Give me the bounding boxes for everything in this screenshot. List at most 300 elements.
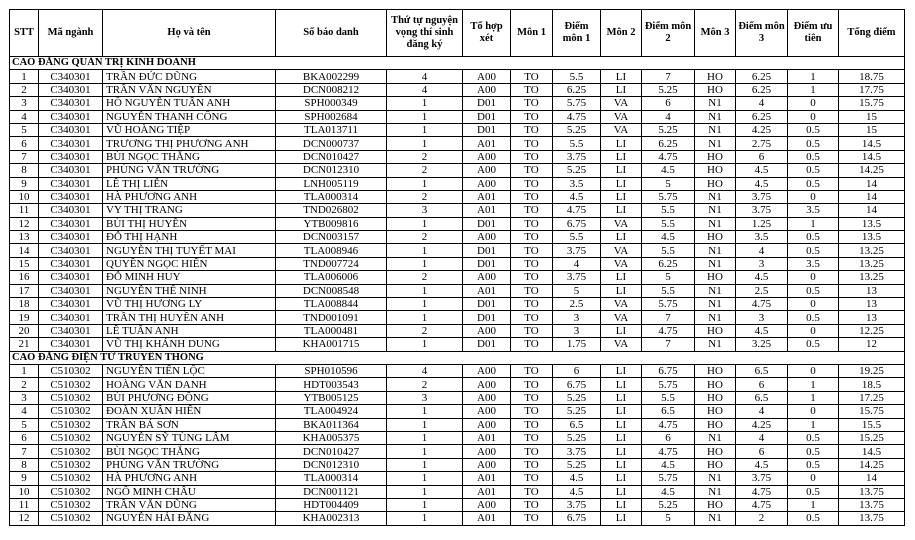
cell-subject-1: TO bbox=[511, 137, 553, 150]
cell-full-name: PHÙNG VĂN TRƯỜNG bbox=[103, 458, 276, 471]
table-row bbox=[10, 177, 905, 190]
cell-preference-order: 4 bbox=[387, 83, 463, 96]
cell-full-name: HOÀNG VĂN DANH bbox=[103, 378, 276, 391]
cell-subject-3: N1 bbox=[695, 472, 736, 485]
table-row bbox=[10, 458, 905, 471]
cell-subject-group: A00 bbox=[463, 231, 511, 244]
cell-full-name: TRẦN VĂN DŨNG bbox=[103, 498, 276, 511]
cell-score-2: 7 bbox=[642, 311, 695, 324]
cell-major-code: C340301 bbox=[39, 164, 103, 177]
cell-total-score: 14.25 bbox=[839, 458, 905, 471]
cell-total-score: 14 bbox=[839, 177, 905, 190]
cell-subject-1: TO bbox=[511, 458, 553, 471]
cell-candidate-number: TLA004924 bbox=[276, 405, 387, 418]
cell-score-3: 4.25 bbox=[736, 123, 788, 136]
cell-priority-score: 1 bbox=[788, 83, 839, 96]
cell-preference-order: 1 bbox=[387, 217, 463, 230]
cell-subject-3: N1 bbox=[695, 311, 736, 324]
cell-score-1: 3 bbox=[553, 311, 601, 324]
cell-total-score: 13.5 bbox=[839, 217, 905, 230]
cell-full-name: ĐỖ MINH HUY bbox=[103, 271, 276, 284]
cell-subject-1: TO bbox=[511, 472, 553, 485]
cell-score-2: 4.75 bbox=[642, 150, 695, 163]
cell-preference-order: 1 bbox=[387, 97, 463, 110]
cell-score-2: 4.75 bbox=[642, 418, 695, 431]
cell-priority-score: 0.5 bbox=[788, 311, 839, 324]
cell-stt: 9 bbox=[10, 472, 39, 485]
cell-stt: 3 bbox=[10, 391, 39, 404]
cell-full-name: NGUYỄN HẢI ĐĂNG bbox=[103, 512, 276, 525]
cell-score-3: 3.5 bbox=[736, 231, 788, 244]
cell-subject-3: N1 bbox=[695, 244, 736, 257]
cell-subject-1: TO bbox=[511, 110, 553, 123]
cell-stt: 4 bbox=[10, 110, 39, 123]
cell-score-3: 6.5 bbox=[736, 364, 788, 377]
cell-candidate-number: DCN012310 bbox=[276, 164, 387, 177]
cell-subject-3: HO bbox=[695, 405, 736, 418]
cell-score-2: 5.5 bbox=[642, 217, 695, 230]
cell-full-name: TRẦN VĂN NGUYÊN bbox=[103, 83, 276, 96]
cell-major-code: C340301 bbox=[39, 97, 103, 110]
cell-major-code: C510302 bbox=[39, 498, 103, 511]
cell-priority-score: 1 bbox=[788, 378, 839, 391]
cell-major-code: C510302 bbox=[39, 378, 103, 391]
table-row bbox=[10, 231, 905, 244]
cell-priority-score: 0.5 bbox=[788, 177, 839, 190]
table-row bbox=[10, 284, 905, 297]
cell-score-2: 4.5 bbox=[642, 485, 695, 498]
cell-full-name: VŨ THỊ KHÁNH DUNG bbox=[103, 338, 276, 351]
cell-priority-score: 0 bbox=[788, 271, 839, 284]
cell-subject-2: LI bbox=[601, 271, 642, 284]
cell-priority-score: 0.5 bbox=[788, 458, 839, 471]
cell-subject-3: N1 bbox=[695, 123, 736, 136]
cell-subject-2: LI bbox=[601, 150, 642, 163]
cell-major-code: C340301 bbox=[39, 257, 103, 270]
cell-score-1: 6.75 bbox=[553, 378, 601, 391]
table-row bbox=[10, 485, 905, 498]
cell-major-code: C510302 bbox=[39, 485, 103, 498]
cell-subject-1: TO bbox=[511, 298, 553, 311]
cell-major-code: C340301 bbox=[39, 298, 103, 311]
cell-major-code: C340301 bbox=[39, 311, 103, 324]
header-stt: STT bbox=[10, 10, 39, 57]
cell-score-1: 5.25 bbox=[553, 431, 601, 444]
cell-subject-group: A01 bbox=[463, 512, 511, 525]
cell-subject-3: HO bbox=[695, 150, 736, 163]
table-row bbox=[10, 338, 905, 351]
cell-score-2: 6 bbox=[642, 431, 695, 444]
cell-subject-group: A01 bbox=[463, 190, 511, 203]
cell-full-name: VY THỊ TRANG bbox=[103, 204, 276, 217]
cell-score-1: 5.25 bbox=[553, 123, 601, 136]
cell-subject-group: D01 bbox=[463, 311, 511, 324]
cell-subject-3: HO bbox=[695, 164, 736, 177]
cell-subject-group: A00 bbox=[463, 405, 511, 418]
cell-score-3: 6 bbox=[736, 445, 788, 458]
cell-subject-group: A00 bbox=[463, 418, 511, 431]
cell-stt: 12 bbox=[10, 512, 39, 525]
cell-score-3: 6.25 bbox=[736, 110, 788, 123]
cell-score-2: 4.75 bbox=[642, 324, 695, 337]
cell-subject-group: A01 bbox=[463, 485, 511, 498]
cell-total-score: 13.75 bbox=[839, 485, 905, 498]
section-header-row bbox=[10, 57, 905, 70]
cell-subject-1: TO bbox=[511, 324, 553, 337]
table-row bbox=[10, 472, 905, 485]
cell-score-2: 6.25 bbox=[642, 137, 695, 150]
cell-total-score: 14 bbox=[839, 472, 905, 485]
cell-preference-order: 1 bbox=[387, 110, 463, 123]
cell-priority-score: 0.5 bbox=[788, 137, 839, 150]
cell-score-1: 5.25 bbox=[553, 164, 601, 177]
cell-full-name: NGUYỄN TIẾN LỘC bbox=[103, 364, 276, 377]
cell-subject-group: A00 bbox=[463, 164, 511, 177]
cell-preference-order: 1 bbox=[387, 512, 463, 525]
cell-candidate-number: TLA013711 bbox=[276, 123, 387, 136]
table-row bbox=[10, 164, 905, 177]
cell-candidate-number: DCN008212 bbox=[276, 83, 387, 96]
cell-subject-3: N1 bbox=[695, 431, 736, 444]
header-subject-3: Môn 3 bbox=[695, 10, 736, 57]
cell-subject-2: LI bbox=[601, 137, 642, 150]
cell-score-3: 2.5 bbox=[736, 284, 788, 297]
cell-total-score: 17.75 bbox=[839, 83, 905, 96]
cell-preference-order: 1 bbox=[387, 311, 463, 324]
cell-subject-3: HO bbox=[695, 458, 736, 471]
cell-total-score: 19.25 bbox=[839, 364, 905, 377]
table-row bbox=[10, 512, 905, 525]
cell-score-2: 5 bbox=[642, 177, 695, 190]
cell-preference-order: 1 bbox=[387, 418, 463, 431]
cell-subject-3: N1 bbox=[695, 110, 736, 123]
cell-subject-2: LI bbox=[601, 405, 642, 418]
header-row bbox=[10, 10, 905, 57]
table-row bbox=[10, 150, 905, 163]
cell-stt: 2 bbox=[10, 378, 39, 391]
cell-subject-3: N1 bbox=[695, 137, 736, 150]
cell-score-3: 4.75 bbox=[736, 485, 788, 498]
table-row bbox=[10, 391, 905, 404]
header-full-name: Họ và tên bbox=[103, 10, 276, 57]
cell-score-3: 4.5 bbox=[736, 177, 788, 190]
header-major-code: Mã ngành bbox=[39, 10, 103, 57]
cell-score-2: 6.25 bbox=[642, 257, 695, 270]
cell-preference-order: 1 bbox=[387, 298, 463, 311]
header-preference-order: Thứ tự nguyện vọng thí sinh đăng ký bbox=[387, 10, 463, 57]
cell-subject-2: LI bbox=[601, 284, 642, 297]
cell-priority-score: 0.5 bbox=[788, 231, 839, 244]
cell-major-code: C340301 bbox=[39, 110, 103, 123]
cell-score-1: 2.5 bbox=[553, 298, 601, 311]
cell-subject-group: A01 bbox=[463, 284, 511, 297]
cell-major-code: C510302 bbox=[39, 512, 103, 525]
cell-score-2: 4.5 bbox=[642, 164, 695, 177]
cell-score-1: 4.5 bbox=[553, 472, 601, 485]
cell-subject-1: TO bbox=[511, 177, 553, 190]
cell-subject-1: TO bbox=[511, 431, 553, 444]
cell-subject-2: VA bbox=[601, 244, 642, 257]
cell-stt: 17 bbox=[10, 284, 39, 297]
cell-stt: 9 bbox=[10, 177, 39, 190]
cell-stt: 6 bbox=[10, 137, 39, 150]
cell-full-name: BÙI NGỌC THẮNG bbox=[103, 445, 276, 458]
header-candidate-number: Số báo danh bbox=[276, 10, 387, 57]
cell-full-name: BÙI THỊ HUYỀN bbox=[103, 217, 276, 230]
cell-score-2: 6 bbox=[642, 97, 695, 110]
cell-full-name: TRẦN BÁ SƠN bbox=[103, 418, 276, 431]
cell-score-3: 4.75 bbox=[736, 298, 788, 311]
cell-total-score: 18.5 bbox=[839, 378, 905, 391]
cell-stt: 15 bbox=[10, 257, 39, 270]
cell-preference-order: 2 bbox=[387, 324, 463, 337]
cell-priority-score: 3.5 bbox=[788, 204, 839, 217]
cell-candidate-number: DCN001121 bbox=[276, 485, 387, 498]
cell-subject-3: N1 bbox=[695, 257, 736, 270]
cell-major-code: C340301 bbox=[39, 190, 103, 203]
table-row bbox=[10, 190, 905, 203]
cell-score-1: 5 bbox=[553, 284, 601, 297]
cell-score-1: 6 bbox=[553, 364, 601, 377]
cell-subject-1: TO bbox=[511, 164, 553, 177]
cell-subject-3: HO bbox=[695, 271, 736, 284]
table-row bbox=[10, 405, 905, 418]
cell-score-2: 5.25 bbox=[642, 83, 695, 96]
cell-score-1: 5.5 bbox=[553, 137, 601, 150]
cell-candidate-number: HDT003543 bbox=[276, 378, 387, 391]
cell-score-1: 3.75 bbox=[553, 498, 601, 511]
cell-subject-3: HO bbox=[695, 445, 736, 458]
cell-stt: 16 bbox=[10, 271, 39, 284]
table-row bbox=[10, 244, 905, 257]
cell-major-code: C510302 bbox=[39, 405, 103, 418]
cell-preference-order: 1 bbox=[387, 338, 463, 351]
cell-candidate-number: SPH010596 bbox=[276, 364, 387, 377]
cell-stt: 5 bbox=[10, 123, 39, 136]
cell-preference-order: 4 bbox=[387, 364, 463, 377]
cell-candidate-number: LNH005119 bbox=[276, 177, 387, 190]
cell-subject-1: TO bbox=[511, 364, 553, 377]
cell-score-1: 5.25 bbox=[553, 458, 601, 471]
cell-subject-group: D01 bbox=[463, 217, 511, 230]
cell-full-name: HÀ PHƯƠNG ANH bbox=[103, 190, 276, 203]
cell-score-1: 5.5 bbox=[553, 70, 601, 83]
cell-priority-score: 0.5 bbox=[788, 338, 839, 351]
cell-subject-1: TO bbox=[511, 70, 553, 83]
cell-subject-1: TO bbox=[511, 338, 553, 351]
cell-full-name: TRƯƠNG THỊ PHƯƠNG ANH bbox=[103, 137, 276, 150]
table-row bbox=[10, 498, 905, 511]
cell-major-code: C340301 bbox=[39, 284, 103, 297]
header-subject-1: Môn 1 bbox=[511, 10, 553, 57]
cell-candidate-number: YTB005125 bbox=[276, 391, 387, 404]
cell-major-code: C340301 bbox=[39, 150, 103, 163]
cell-candidate-number: DCN008548 bbox=[276, 284, 387, 297]
cell-subject-3: N1 bbox=[695, 485, 736, 498]
cell-subject-3: N1 bbox=[695, 284, 736, 297]
cell-preference-order: 2 bbox=[387, 231, 463, 244]
cell-total-score: 12.25 bbox=[839, 324, 905, 337]
cell-subject-group: D01 bbox=[463, 298, 511, 311]
cell-major-code: C340301 bbox=[39, 204, 103, 217]
cell-priority-score: 0 bbox=[788, 472, 839, 485]
cell-candidate-number: TLA000314 bbox=[276, 472, 387, 485]
cell-full-name: NGUYỄN THANH CÔNG bbox=[103, 110, 276, 123]
cell-score-1: 1.75 bbox=[553, 338, 601, 351]
cell-score-1: 3.75 bbox=[553, 445, 601, 458]
cell-preference-order: 1 bbox=[387, 431, 463, 444]
cell-subject-2: LI bbox=[601, 83, 642, 96]
cell-stt: 1 bbox=[10, 70, 39, 83]
cell-subject-2: LI bbox=[601, 164, 642, 177]
cell-candidate-number: TND007724 bbox=[276, 257, 387, 270]
cell-subject-group: A00 bbox=[463, 271, 511, 284]
cell-score-3: 6.5 bbox=[736, 391, 788, 404]
cell-score-3: 4.5 bbox=[736, 271, 788, 284]
cell-total-score: 15 bbox=[839, 110, 905, 123]
cell-priority-score: 0.5 bbox=[788, 244, 839, 257]
cell-score-3: 3 bbox=[736, 257, 788, 270]
cell-priority-score: 0.5 bbox=[788, 485, 839, 498]
cell-candidate-number: TLA000481 bbox=[276, 324, 387, 337]
cell-subject-1: TO bbox=[511, 391, 553, 404]
cell-score-2: 5.25 bbox=[642, 123, 695, 136]
section-title: CAO ĐẲNG ĐIỆN TỬ TRUYỀN THÔNG bbox=[10, 351, 905, 364]
cell-stt: 14 bbox=[10, 244, 39, 257]
cell-total-score: 14.5 bbox=[839, 150, 905, 163]
cell-subject-2: LI bbox=[601, 190, 642, 203]
cell-major-code: C510302 bbox=[39, 364, 103, 377]
cell-score-3: 2 bbox=[736, 512, 788, 525]
cell-stt: 6 bbox=[10, 431, 39, 444]
cell-stt: 20 bbox=[10, 324, 39, 337]
cell-subject-group: D01 bbox=[463, 244, 511, 257]
cell-subject-group: D01 bbox=[463, 338, 511, 351]
cell-score-2: 5.75 bbox=[642, 298, 695, 311]
cell-full-name: NGUYỄN THỊ TUYẾT MAI bbox=[103, 244, 276, 257]
cell-total-score: 13.25 bbox=[839, 271, 905, 284]
admission-results-table bbox=[9, 9, 905, 526]
cell-major-code: C510302 bbox=[39, 391, 103, 404]
cell-total-score: 12 bbox=[839, 338, 905, 351]
cell-subject-1: TO bbox=[511, 231, 553, 244]
table-row bbox=[10, 110, 905, 123]
cell-stt: 2 bbox=[10, 83, 39, 96]
cell-total-score: 15.75 bbox=[839, 97, 905, 110]
cell-score-2: 7 bbox=[642, 70, 695, 83]
cell-score-1: 6.25 bbox=[553, 83, 601, 96]
cell-priority-score: 1 bbox=[788, 418, 839, 431]
cell-total-score: 13.25 bbox=[839, 257, 905, 270]
cell-score-2: 6.5 bbox=[642, 405, 695, 418]
cell-subject-1: TO bbox=[511, 257, 553, 270]
cell-subject-group: A00 bbox=[463, 150, 511, 163]
cell-stt: 11 bbox=[10, 204, 39, 217]
cell-total-score: 13.25 bbox=[839, 244, 905, 257]
cell-score-3: 4.5 bbox=[736, 458, 788, 471]
cell-priority-score: 0 bbox=[788, 298, 839, 311]
cell-stt: 19 bbox=[10, 311, 39, 324]
cell-subject-group: A00 bbox=[463, 498, 511, 511]
cell-subject-2: LI bbox=[601, 204, 642, 217]
cell-total-score: 13.75 bbox=[839, 498, 905, 511]
cell-score-1: 3 bbox=[553, 324, 601, 337]
cell-score-3: 4 bbox=[736, 405, 788, 418]
table-row bbox=[10, 123, 905, 136]
cell-full-name: NGÔ MINH CHÂU bbox=[103, 485, 276, 498]
cell-subject-2: LI bbox=[601, 458, 642, 471]
cell-candidate-number: SPH002684 bbox=[276, 110, 387, 123]
table-row bbox=[10, 378, 905, 391]
cell-score-2: 5.5 bbox=[642, 284, 695, 297]
cell-subject-3: HO bbox=[695, 83, 736, 96]
cell-score-2: 5.25 bbox=[642, 498, 695, 511]
cell-score-3: 2.75 bbox=[736, 137, 788, 150]
cell-preference-order: 1 bbox=[387, 244, 463, 257]
cell-subject-group: D01 bbox=[463, 110, 511, 123]
cell-stt: 10 bbox=[10, 190, 39, 203]
cell-score-2: 5.5 bbox=[642, 244, 695, 257]
cell-priority-score: 0.5 bbox=[788, 431, 839, 444]
cell-full-name: VŨ THỊ HƯƠNG LY bbox=[103, 298, 276, 311]
cell-preference-order: 1 bbox=[387, 405, 463, 418]
cell-priority-score: 0 bbox=[788, 97, 839, 110]
cell-subject-1: TO bbox=[511, 123, 553, 136]
cell-candidate-number: BKA011364 bbox=[276, 418, 387, 431]
cell-score-3: 4.75 bbox=[736, 498, 788, 511]
cell-subject-3: HO bbox=[695, 177, 736, 190]
cell-score-3: 4 bbox=[736, 97, 788, 110]
header-score-2: Điểm môn 2 bbox=[642, 10, 695, 57]
table-row bbox=[10, 418, 905, 431]
cell-subject-2: VA bbox=[601, 257, 642, 270]
table-row bbox=[10, 257, 905, 270]
cell-stt: 7 bbox=[10, 150, 39, 163]
cell-subject-3: N1 bbox=[695, 298, 736, 311]
cell-score-2: 5 bbox=[642, 271, 695, 284]
cell-major-code: C340301 bbox=[39, 231, 103, 244]
cell-candidate-number: TLA008946 bbox=[276, 244, 387, 257]
cell-candidate-number: DCN010427 bbox=[276, 150, 387, 163]
table-row bbox=[10, 271, 905, 284]
header-total-score: Tổng điểm bbox=[839, 10, 905, 57]
cell-preference-order: 1 bbox=[387, 458, 463, 471]
cell-subject-2: VA bbox=[601, 217, 642, 230]
cell-major-code: C510302 bbox=[39, 445, 103, 458]
cell-candidate-number: DCN003157 bbox=[276, 231, 387, 244]
cell-total-score: 13 bbox=[839, 298, 905, 311]
cell-full-name: LÊ TUẤN ANH bbox=[103, 324, 276, 337]
cell-candidate-number: TND026802 bbox=[276, 204, 387, 217]
cell-major-code: C340301 bbox=[39, 271, 103, 284]
table-row bbox=[10, 324, 905, 337]
cell-candidate-number: BKA002299 bbox=[276, 70, 387, 83]
cell-preference-order: 2 bbox=[387, 271, 463, 284]
cell-subject-2: LI bbox=[601, 512, 642, 525]
cell-score-1: 3.5 bbox=[553, 177, 601, 190]
cell-priority-score: 0 bbox=[788, 110, 839, 123]
cell-subject-1: TO bbox=[511, 97, 553, 110]
cell-score-1: 4 bbox=[553, 257, 601, 270]
cell-subject-2: LI bbox=[601, 324, 642, 337]
cell-subject-1: TO bbox=[511, 498, 553, 511]
cell-major-code: C340301 bbox=[39, 70, 103, 83]
cell-stt: 18 bbox=[10, 298, 39, 311]
cell-subject-2: VA bbox=[601, 97, 642, 110]
cell-full-name: HỒ NGUYỄN TUẤN ANH bbox=[103, 97, 276, 110]
cell-total-score: 14.5 bbox=[839, 137, 905, 150]
cell-subject-3: N1 bbox=[695, 190, 736, 203]
